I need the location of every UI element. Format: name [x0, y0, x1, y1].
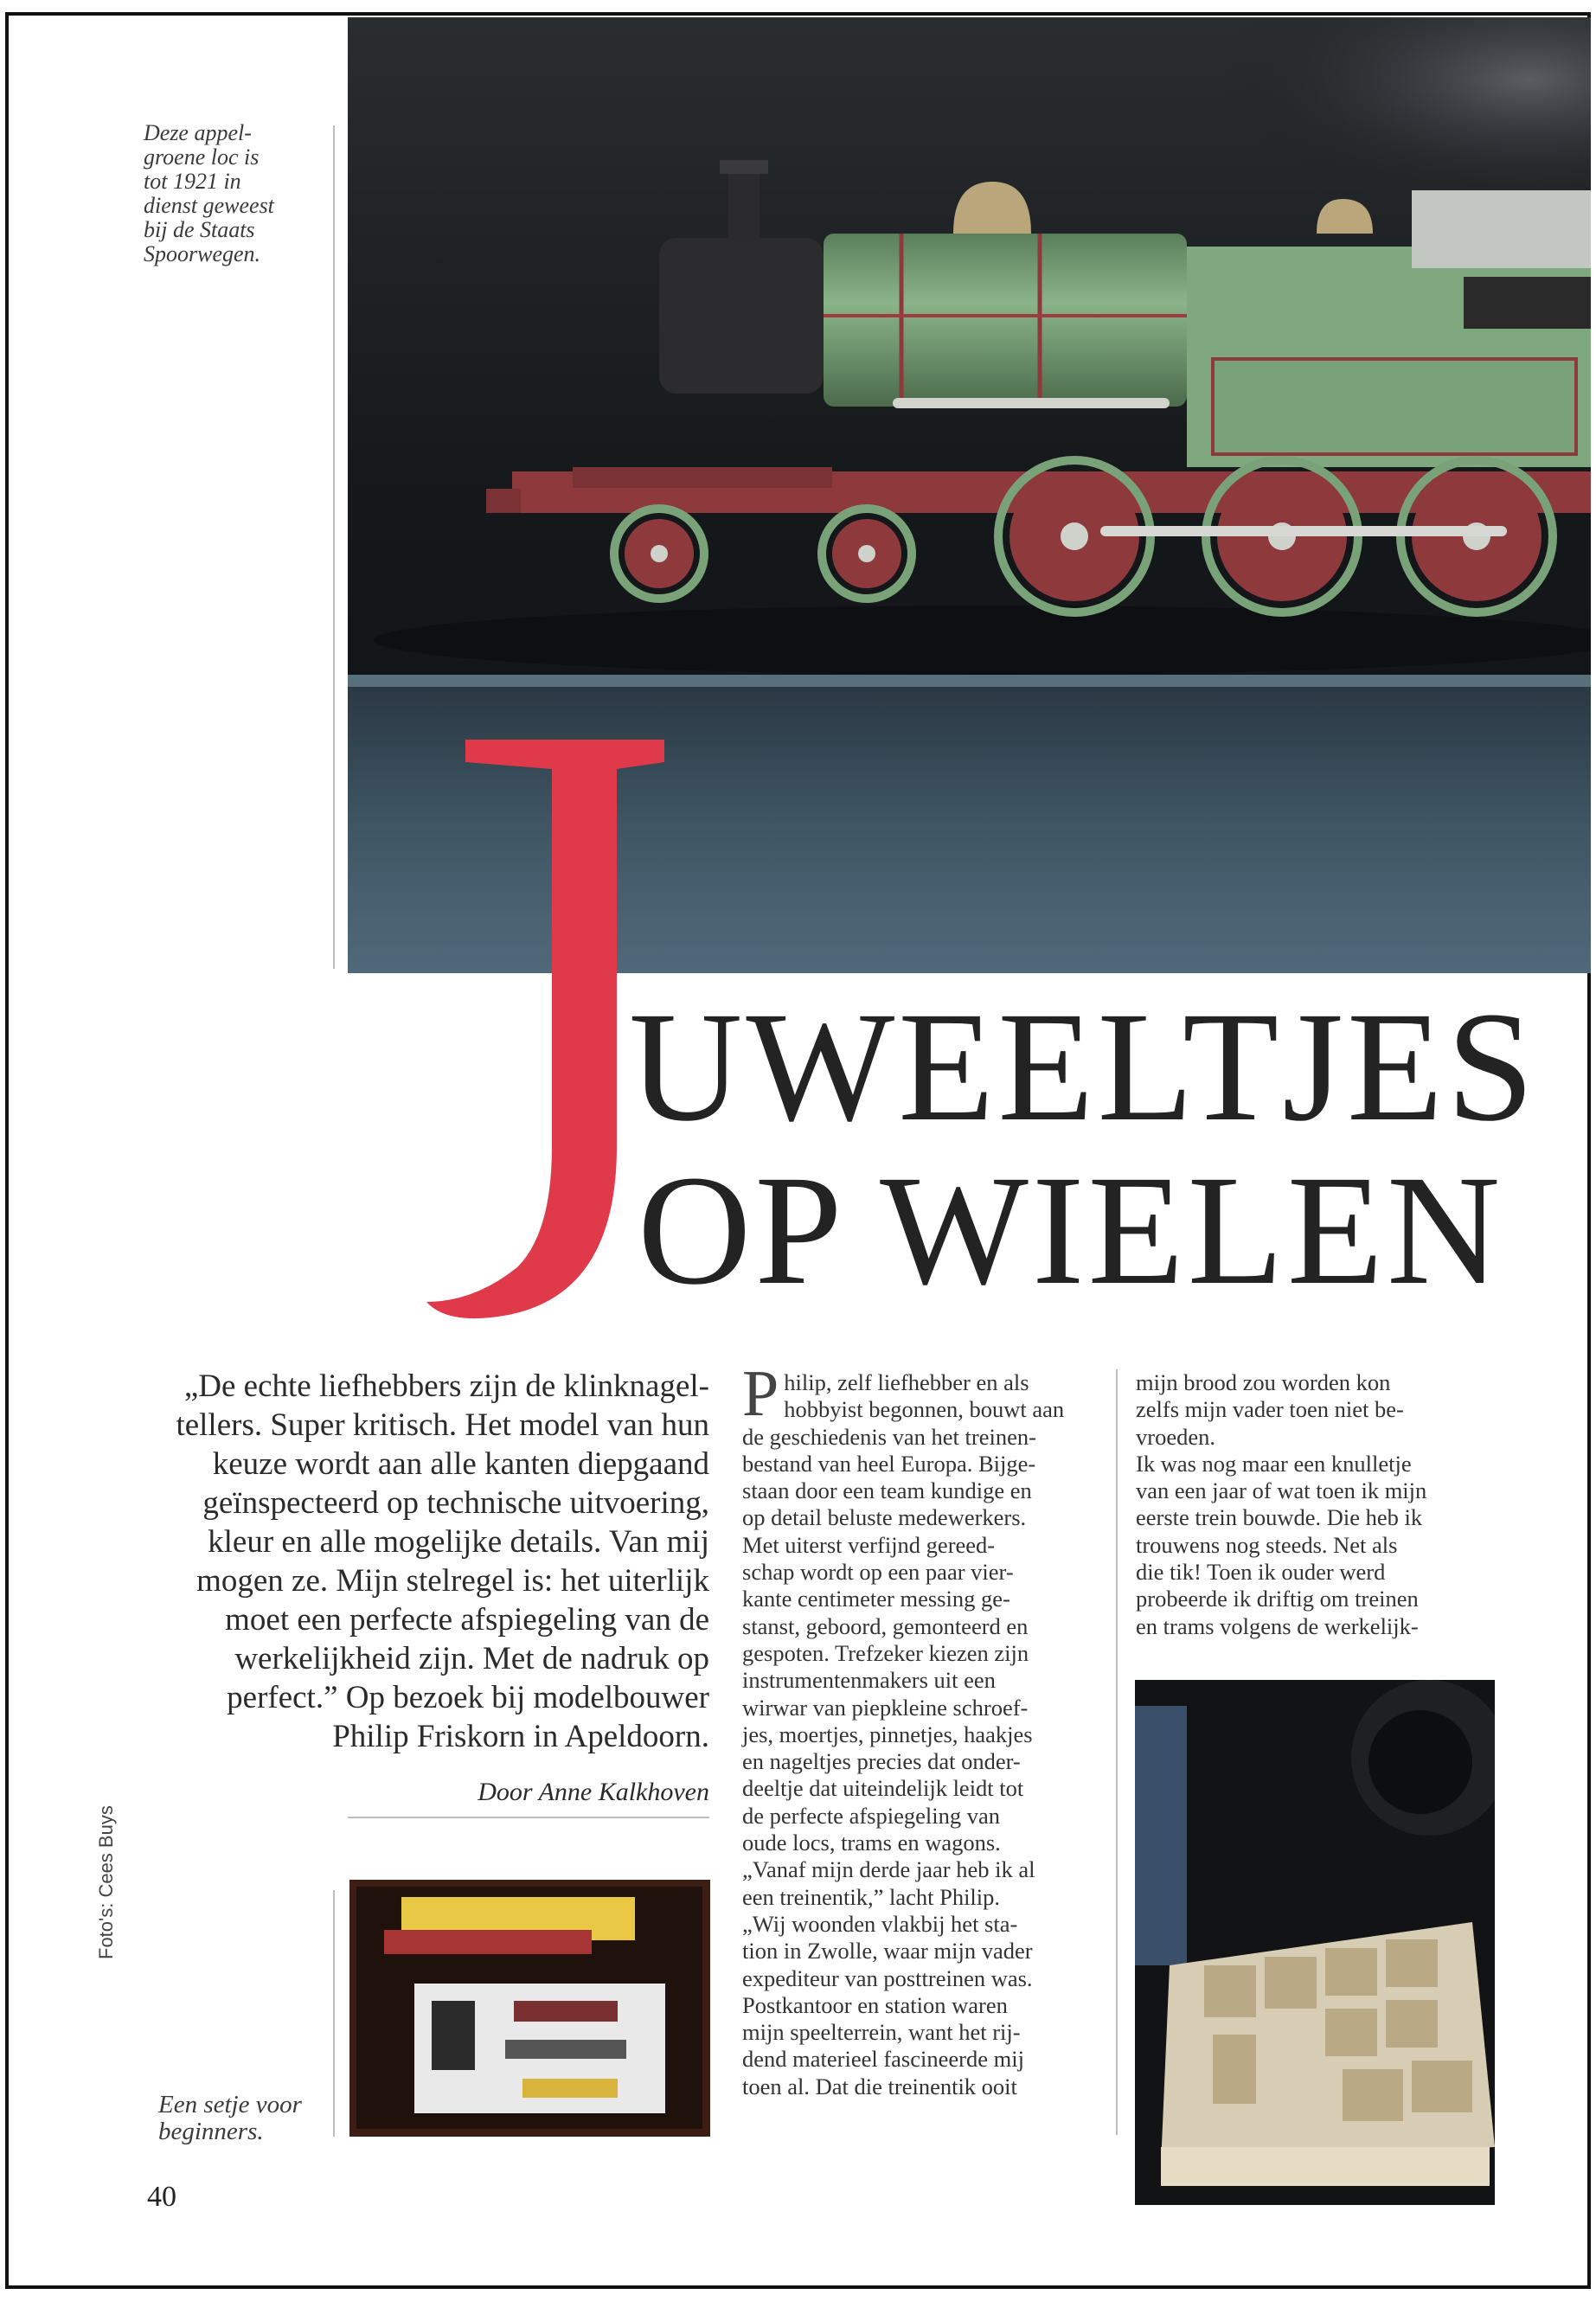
caption-top-line: tot 1921 in: [144, 169, 241, 194]
column-1-line: mijn speelterrein, want het rij-: [742, 2019, 1021, 2046]
photo-credit: Foto's: Cees Buys: [95, 1805, 117, 1959]
column-1-line: toen al. Dat die treinentik ooit: [742, 2073, 1017, 2099]
column-1-line: Postkantoor en station waren: [742, 1991, 1008, 2018]
column-divider: [1116, 1369, 1118, 2135]
column-1-line: jes, moertjes, pinnetjes, haakjes: [742, 1721, 1033, 1747]
intro-line: mogen ze. Mijn stelregel is: het uiterlijk: [196, 1563, 709, 1599]
column-1-line: tion in Zwolle, waar mijn vader: [742, 1938, 1033, 1965]
column-1-line: bestand van heel Europa. Bijge-: [742, 1450, 1036, 1477]
intro-line: geïnspecteerd op technische uitvoering,: [202, 1485, 709, 1521]
column-1-line: de geschiedenis van het treinen-: [742, 1423, 1036, 1450]
intro-line: moet een perfecte afspiegeling van de: [225, 1602, 709, 1638]
column-1-line: op detail beluste medewerkers.: [742, 1504, 1027, 1531]
column-1-line: expediteur van posttreinen was.: [742, 1965, 1033, 1991]
column-1-line: schap wordt op een paar vier-: [742, 1559, 1014, 1586]
model-parts-illustration: [1135, 1680, 1495, 2205]
intro-line: perfect.” Op bezoek bij modelbouwer: [227, 1680, 709, 1715]
column-1-lines: [742, 1357, 1097, 2100]
intro-line: „De echte liefhebbers zijn de klinknagel-: [183, 1368, 709, 1404]
column-2-line: die tik! Toen ik ouder werd: [1136, 1559, 1386, 1586]
caption-divider: [333, 125, 335, 969]
column-1-line: gespoten. Trefzeker kiezen zijn: [742, 1639, 1029, 1666]
byline-rule: [348, 1817, 709, 1818]
column-2-line: probeerde ik driftig om treinen: [1136, 1586, 1419, 1612]
column-2-line: eerste trein bouwde. Die heb ik: [1136, 1504, 1423, 1531]
intro-text: [169, 1367, 709, 1756]
column-1-line: hobbyist begonnen, bouwt aan: [784, 1396, 1065, 1423]
column-1-line: hilip, zelf liefhebber en als: [784, 1369, 1029, 1395]
column-1-line: de perfecte afspiegeling van: [742, 1802, 1000, 1829]
column-1-line: staan door een team kundige en: [742, 1477, 1032, 1504]
column-1-line: deeltje dat uiteindelijk leidt tot: [742, 1775, 1024, 1802]
column-2-line: vroeden.: [1136, 1423, 1215, 1450]
caption-top: [144, 121, 317, 266]
photo-starter-set: [349, 1880, 710, 2137]
caption-top-line: Spoorwegen.: [144, 241, 261, 266]
headline-line-2: OP WIELEN: [638, 1144, 1504, 1317]
column-1-line: dend materieel fascineerde mij: [742, 2046, 1024, 2073]
column-2-line: trouwens nog steeds. Net als: [1136, 1531, 1398, 1558]
intro-line: keuze wordt aan alle kanten diepgaand: [212, 1446, 709, 1482]
intro-line: Philip Friskorn in Apeldoorn.: [332, 1719, 709, 1754]
column-1-line: en nageltjes precies dat onder-: [742, 1748, 1021, 1775]
column-1-line: een treinentik,” lacht Philip.: [742, 1883, 1001, 1910]
column-1-line: „Wij woonden vlakbij het sta-: [742, 1910, 1018, 1937]
caption-top-line: dienst geweest: [144, 193, 274, 218]
column-2-line: van een jaar of wat toen ik mijn: [1136, 1477, 1427, 1504]
column-1-line: Met uiterst verfijnd gereed-: [742, 1531, 996, 1558]
caption-bottom-line: Een setje voor: [158, 2091, 302, 2118]
column-1-line: „Vanaf mijn derde jaar heb ik al: [742, 1856, 1035, 1883]
intro-line: werkelijkheid zijn. Met de nadruk op: [234, 1641, 709, 1676]
body-column-1: [742, 1357, 1097, 2100]
caption-bottom: [158, 2092, 331, 2145]
photo-model-parts: [1135, 1680, 1495, 2205]
headline-line-1: UWEELTJES: [629, 980, 1538, 1154]
column-1-line: instrumentenmakers uit een: [742, 1667, 996, 1694]
caption-top-line: groene loc is: [144, 144, 260, 170]
intro-line: kleur en alle mogelijke details. Van mij: [208, 1524, 709, 1560]
column-2-line: Ik was nog maar een knulletje: [1136, 1450, 1412, 1477]
caption-bottom-line: beginners.: [158, 2118, 264, 2145]
starter-set-illustration: [349, 1880, 710, 2137]
column-1-line: wirwar van piepkleine schroef-: [742, 1694, 1029, 1721]
byline: Door Anne Kalkhoven: [478, 1778, 709, 1806]
page-number: 40: [147, 2181, 176, 2213]
column-1-line: stanst, geboord, gemonteerd en: [742, 1612, 1029, 1639]
column-2-line: mijn brood zou worden kon: [1136, 1369, 1391, 1395]
column-2-line: zelfs mijn vader toen niet be-: [1136, 1396, 1404, 1423]
body-column-2: [1136, 1369, 1495, 1640]
column-1-line: oude locs, trams en wagons.: [742, 1830, 1001, 1856]
intro-line: tellers. Super kritisch. Het model van hun: [176, 1407, 709, 1443]
caption-top-line: bij de Staats: [144, 217, 255, 242]
dropcap: P: [742, 1357, 779, 1430]
column-1-line: kante centimeter messing ge-: [742, 1586, 1010, 1612]
caption-bottom-divider: [333, 1890, 335, 2137]
column-2-line: en trams volgens de werkelijk-: [1136, 1612, 1419, 1639]
caption-top-line: Deze appel-: [144, 120, 252, 145]
